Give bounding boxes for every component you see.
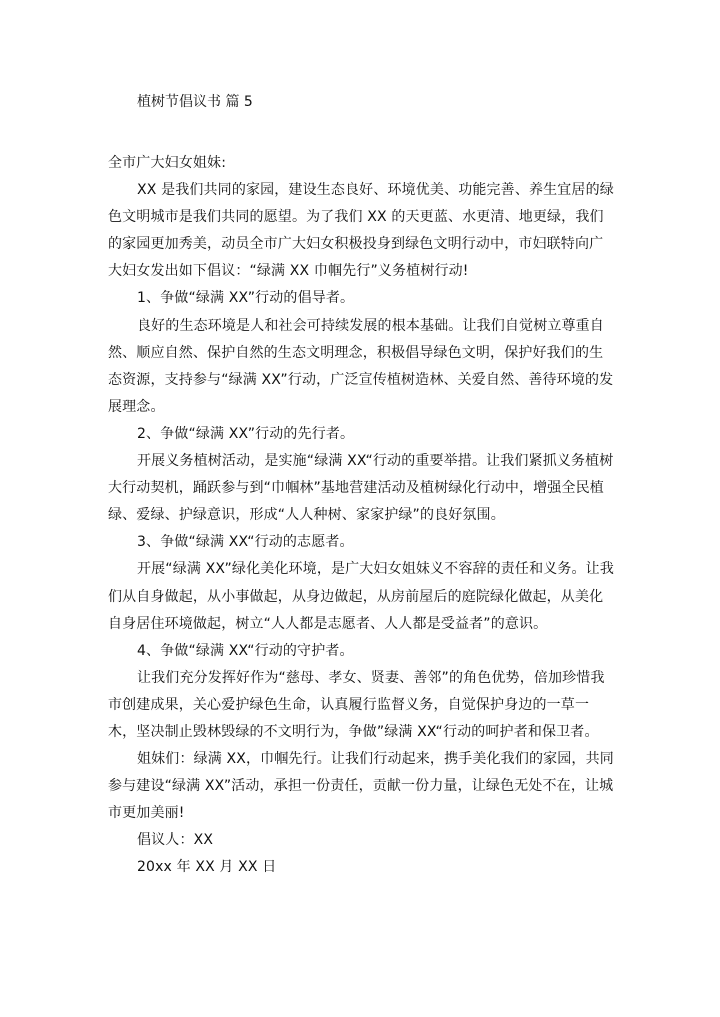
paragraph-guardian: 让我们充分发挥好作为“慈母、孝女、贤妻、善邻”的角色优势，倍加珍惜我市创建成果，关心爱护绿色生命，认真履行监督义务，自觉保护身边的一草一木，坚决制止毁林毁绿的不文明行为，争做”绿满 XX“行动的呵护者和保卫者。 (108, 669, 605, 740)
heading-pioneer: 2、争做“绿满 XX”行动的先行者。 (137, 425, 355, 442)
paragraph-closing: 姐妹们：绿满 XX，巾帼先行。让我们行动起来，携手美化我们的家园，共同参与建设“绿满 XX”活动，承担一份责任，贡献一份力量，让绿色无处不在，让城市更加美丽! (108, 751, 614, 822)
heading-advocate: 1、争做“绿满 XX”行动的倡导者。 (137, 290, 355, 307)
signature-date: 20xx 年 XX 月 XX 日 (137, 859, 277, 876)
paragraph-pioneer: 开展义务植树活动，是实施“绿满 XX“行动的重要举措。让我们紧抓义务植树大行动契机，踊跃参与到“巾帼林”基地营建活动及植树绿化行动中，增强全民植绿、爱绿、护绿意识，形成“人人种树、家家护绿”的良好氛围。 (108, 453, 614, 524)
signature-initiator: 倡议人：XX (137, 832, 214, 849)
paragraph-intro: XX 是我们共同的家园，建设生态良好、环境优美、功能完善、养生宜居的绿色文明城市是我们共同的愿望。为了我们 XX 的天更蓝、水更清、地更绿，我们的家园更加秀美，动员全市广大妇女积极投身到绿色文明行动中，市妇联特向广大妇女发出如下倡议：“绿满 XX 巾帼先行”义务植树行动! (108, 182, 614, 280)
heading-guardian: 4、争做“绿满 XX“行动的守护者。 (137, 642, 354, 659)
salutation: 全市广大妇女姐妹: (108, 155, 227, 171)
heading-volunteer: 3、争做“绿满 XX“行动的志愿者。 (137, 534, 354, 551)
document-body (108, 150, 614, 882)
paragraph-volunteer: 开展“绿满 XX”绿化美化环境，是广大妇女姐妹义不容辞的责任和义务。让我们从自身做起，从小事做起，从身边做起，从房前屋后的庭院绿化做起，从美化自身居住环境做起，树立“人人都是志愿者、人人都是受益者”的意识。 (108, 561, 614, 632)
paragraph-advocate: 良好的生态环境是人和社会可持续发展的根本基础。让我们自觉树立尊重自然、顺应自然、保护自然的生态文明理念，积极倡导绿色文明，保护好我们的生态资源，支持参与“绿满 XX”行动，广泛宣传植树造林、关爱自然、善待环境的发展理念。 (108, 317, 614, 415)
document-title: 植树节倡议书 篇 5 (137, 94, 253, 110)
